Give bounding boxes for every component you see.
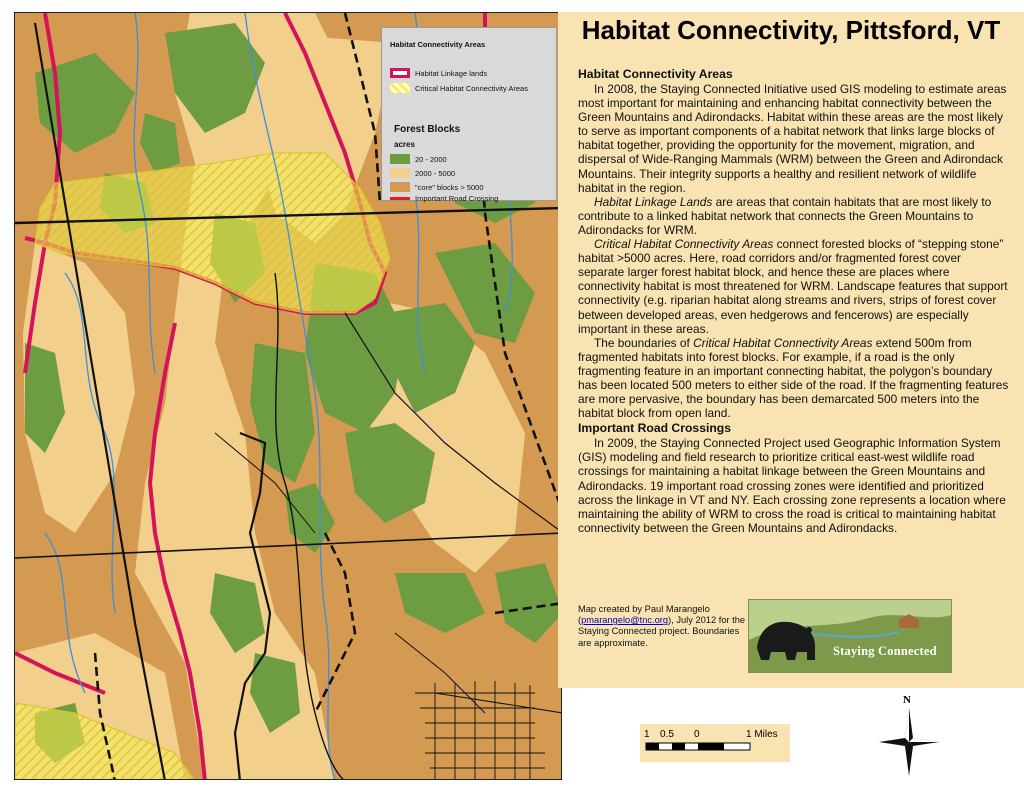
- paragraph-boundaries-text: extend 500m from fragmented habitats into forest blocks. For example, if a road is the only fragmenting feature in an important connecting habitat, the polygon’s boundary has been located 500 meters to either side of the road. If the fragmenting features are more pervasive, the boundary has been demarcated 500 meters into the habitat block from open land.: [578, 335, 1009, 421]
- compass-rose-icon: [876, 694, 942, 778]
- critical-swatch: [390, 83, 410, 93]
- legend-row-class3: [390, 182, 484, 192]
- credit-line1: Map created by Paul Marangelo: [578, 604, 710, 614]
- scale-label-miles: 1 Miles: [746, 729, 778, 740]
- scale-bar: [640, 724, 790, 762]
- staying-connected-logo: [748, 599, 952, 673]
- paragraph-linkage-text: are areas that contain habitats that are most likely to contribute to a linked habitat network that connects the Green Mountains to Adirondacks for WRM.: [578, 194, 992, 237]
- linkage-swatch: [390, 68, 410, 78]
- legend-row-class1: [390, 154, 447, 164]
- paragraph-critical-text: connect forested blocks of “stepping stone” habitat >5000 acres. Here, road corridors and/or fragmented forest cover separate larger forest habitat block, and hence these are places where connectivity habitat is most threatened for WRM. Landscape features that support connectivity (e.g. riparian habitat along streams and rivers, strips of forest cover between developed areas, even hedgerows and fencerows) are especially important in these areas.: [578, 237, 1008, 336]
- paragraph-critical: [578, 237, 1010, 336]
- legend-row-linkage: [390, 68, 487, 78]
- paragraph-linkage: [578, 195, 1010, 237]
- legend-row-class2: [390, 168, 455, 178]
- legend-title: Habitat Connectivity Areas: [390, 40, 486, 49]
- term-critical: Critical Habitat Connectivity Areas: [594, 237, 774, 252]
- credit-line2: , July 2012 for the Staying Connected project. Boundaries are approximate.: [578, 615, 746, 648]
- heading-road-crossings: Important Road Crossings: [578, 421, 732, 436]
- paragraph-intro: In 2008, the Staying Connected Initiative used GIS modeling to estimate areas most important for maintaining and enhancing habitat connectivity between the Green Mountains and Adirondacks. Habitat within these areas are the most likely to serve as important components of a habitat network that links large blocks of habitat together, providing the opportunity for the movement, migration, and dispersal of Wide-Ranging Mammals (WRM) between the Green and Adirondack Mountains. Their integrity supports a healthy and resilient network of wildlife habitat in the region.: [578, 82, 1007, 195]
- legend-class1-label: 20 - 2000: [415, 154, 447, 164]
- legend-road-label: Important Road Crossing: [415, 194, 499, 203]
- scale-label-0-5: 0.5: [660, 729, 674, 740]
- legend-class2-label: 2000 - 5000: [415, 168, 456, 178]
- road-crossing-swatch: [390, 197, 410, 200]
- legend-critical-label: Critical Habitat Connectivity Areas: [415, 83, 528, 93]
- scale-bar-graphic: [640, 724, 790, 762]
- north-label: N: [903, 694, 911, 706]
- term-critical-2: Critical Habitat Connectivity Areas: [693, 335, 873, 350]
- legend-class3-label: "core" blocks > 5000: [415, 182, 484, 192]
- map-credit: Map created by Paul Marangelo (pmarangelo@tnc.org), July 2012 for the Staying Connected project. Boundaries are approximate.: [578, 604, 746, 648]
- legend-acres-label: acres: [394, 140, 415, 149]
- class2-swatch: [390, 168, 410, 178]
- scale-label-0: 0: [694, 729, 700, 740]
- term-linkage: Habitat Linkage Lands: [594, 194, 713, 209]
- class1-swatch: [390, 154, 410, 164]
- legend-forest-blocks-title: Forest Blocks: [394, 124, 461, 135]
- description-body: [578, 66, 1010, 535]
- legend-row-road: [390, 194, 498, 203]
- legend-linkage-label: Habitat Linkage lands: [415, 68, 488, 78]
- legend-row-critical: [390, 83, 528, 93]
- page-title: Habitat Connectivity, Pittsford, VT: [581, 15, 1001, 45]
- logo-text: Staying Connected: [833, 644, 937, 658]
- scale-label-1: 1: [644, 729, 650, 740]
- paragraph-boundaries-pre: The boundaries of: [594, 335, 694, 350]
- paragraph-road-crossings: In 2009, the Staying Connected Project used Geographic Information System (GIS) modeling and field research to prioritize critical east-west wildlife road crossings for maintaining a habitat linkage between the Green Mountains and Adirondacks. 19 important road crossing zones were identified and prioritized across the linkage in VT and NY. Each crossing zone represents a location where maintaining the ability of WRM to cross the road is critical to maintaining habitat connectivity between the Green Mountains and Adirondacks.: [578, 436, 1006, 535]
- text-panel: [558, 12, 1024, 688]
- credit-email-link[interactable]: pmarangelo@tnc.org: [581, 615, 669, 626]
- map-area[interactable]: [14, 12, 562, 780]
- logo-illustration: [749, 600, 951, 672]
- heading-connectivity-areas: Habitat Connectivity Areas: [578, 67, 733, 81]
- map-legend: [381, 27, 557, 201]
- paragraph-boundaries: [578, 336, 1010, 421]
- class3-swatch: [390, 182, 410, 192]
- north-arrow: [876, 694, 942, 778]
